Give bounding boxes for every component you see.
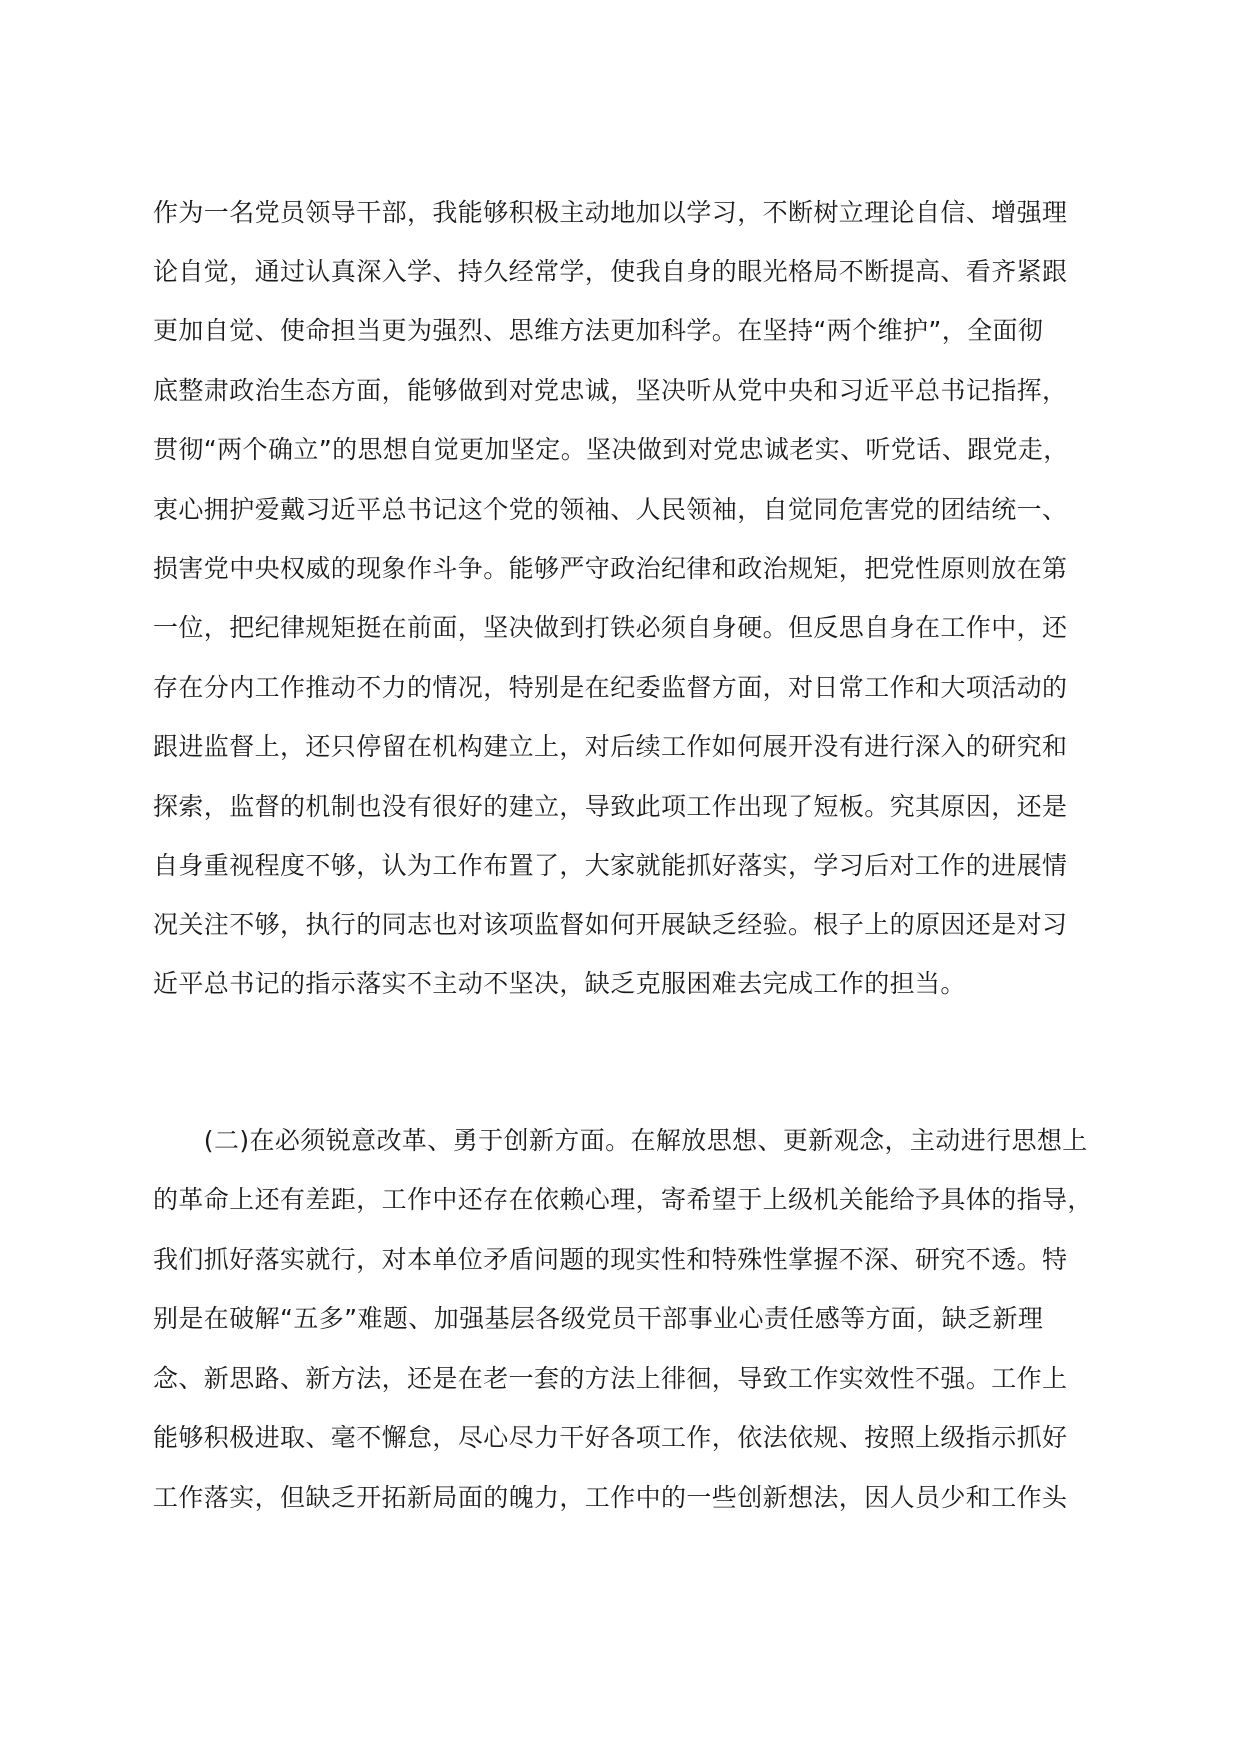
paragraph-line: 我们抓好落实就行，对本单位矛盾问题的现实性和特殊性掌握不深、研究不透。特 (153, 1245, 1068, 1274)
paragraph-line: 更加自觉、使命担当更为强烈、思维方法更加科学。在坚持“两个维护”，全面彻 (153, 316, 1044, 345)
paragraph-line: 损害党中央权威的现象作斗争。能够严守政治纪律和政治规矩，把党性原则放在第 (153, 554, 1068, 583)
paragraph-line: (二)在必须锐意改革、勇于创新方面。在解放思想、更新观念，主动进行思想上 (153, 1126, 1088, 1155)
paragraph-line: 一位，把纪律规矩挺在前面，坚决做到打铁必须自身硬。但反思自身在工作中，还 (153, 613, 1068, 642)
paragraph-line: 衷心拥护爱戴习近平总书记这个党的领袖、人民领袖，自觉同危害党的团结统一、 (153, 495, 1068, 524)
paragraph-line: 自身重视程度不够，认为工作布置了，大家就能抓好落实，学习后对工作的进展情 (153, 851, 1068, 880)
paragraph-line: 底整肃政治生态方面，能够做到对党忠诚，坚决听从党中央和习近平总书记指挥， (153, 376, 1068, 405)
paragraph-line: 况关注不够，执行的同志也对该项监督如何开展缺乏经验。根子上的原因还是对习 (153, 910, 1068, 939)
paragraph-line: 存在分内工作推动不力的情况，特别是在纪委监督方面，对日常工作和大项活动的 (153, 673, 1068, 702)
paragraph-line: 探索，监督的机制也没有很好的建立，导致此项工作出现了短板。究其原因，还是 (153, 792, 1068, 821)
paragraph-line: 贯彻“两个确立”的思想自觉更加坚定。坚决做到对党忠诚老实、听党话、跟党走， (153, 435, 1069, 464)
paragraph-line: 近平总书记的指示落实不主动不坚决，缺乏克服困难去完成工作的担当。 (153, 969, 966, 998)
paragraph-line: 跟进监督上，还只停留在机构建立上，对后续工作如何展开没有进行深入的研究和 (153, 732, 1068, 761)
paragraph-line: 工作落实，但缺乏开拓新局面的魄力，工作中的一些创新想法，因人员少和工作头 (153, 1483, 1068, 1512)
paragraph-line: 论自觉，通过认真深入学、持久经常学，使我自身的眼光格局不断提高、看齐紧跟 (153, 257, 1068, 286)
paragraph-line: 念、新思路、新方法，还是在老一套的方法上徘徊，导致工作实效性不强。工作上 (153, 1364, 1068, 1393)
paragraph-line: 能够积极进取、毫不懈怠，尽心尽力干好各项工作，依法依规、按照上级指示抓好 (153, 1423, 1068, 1452)
paragraph-line: 别是在破解“五多”难题、加强基层各级党员干部事业心责任感等方面，缺乏新理 (153, 1304, 1044, 1333)
paragraph-line: 作为一名党员领导干部，我能够积极主动地加以学习，不断树立理论自信、增强理 (153, 198, 1068, 227)
paragraph-line: 的革命上还有差距，工作中还存在依赖心理，寄希望于上级机关能给予具体的指导， (153, 1185, 1093, 1214)
